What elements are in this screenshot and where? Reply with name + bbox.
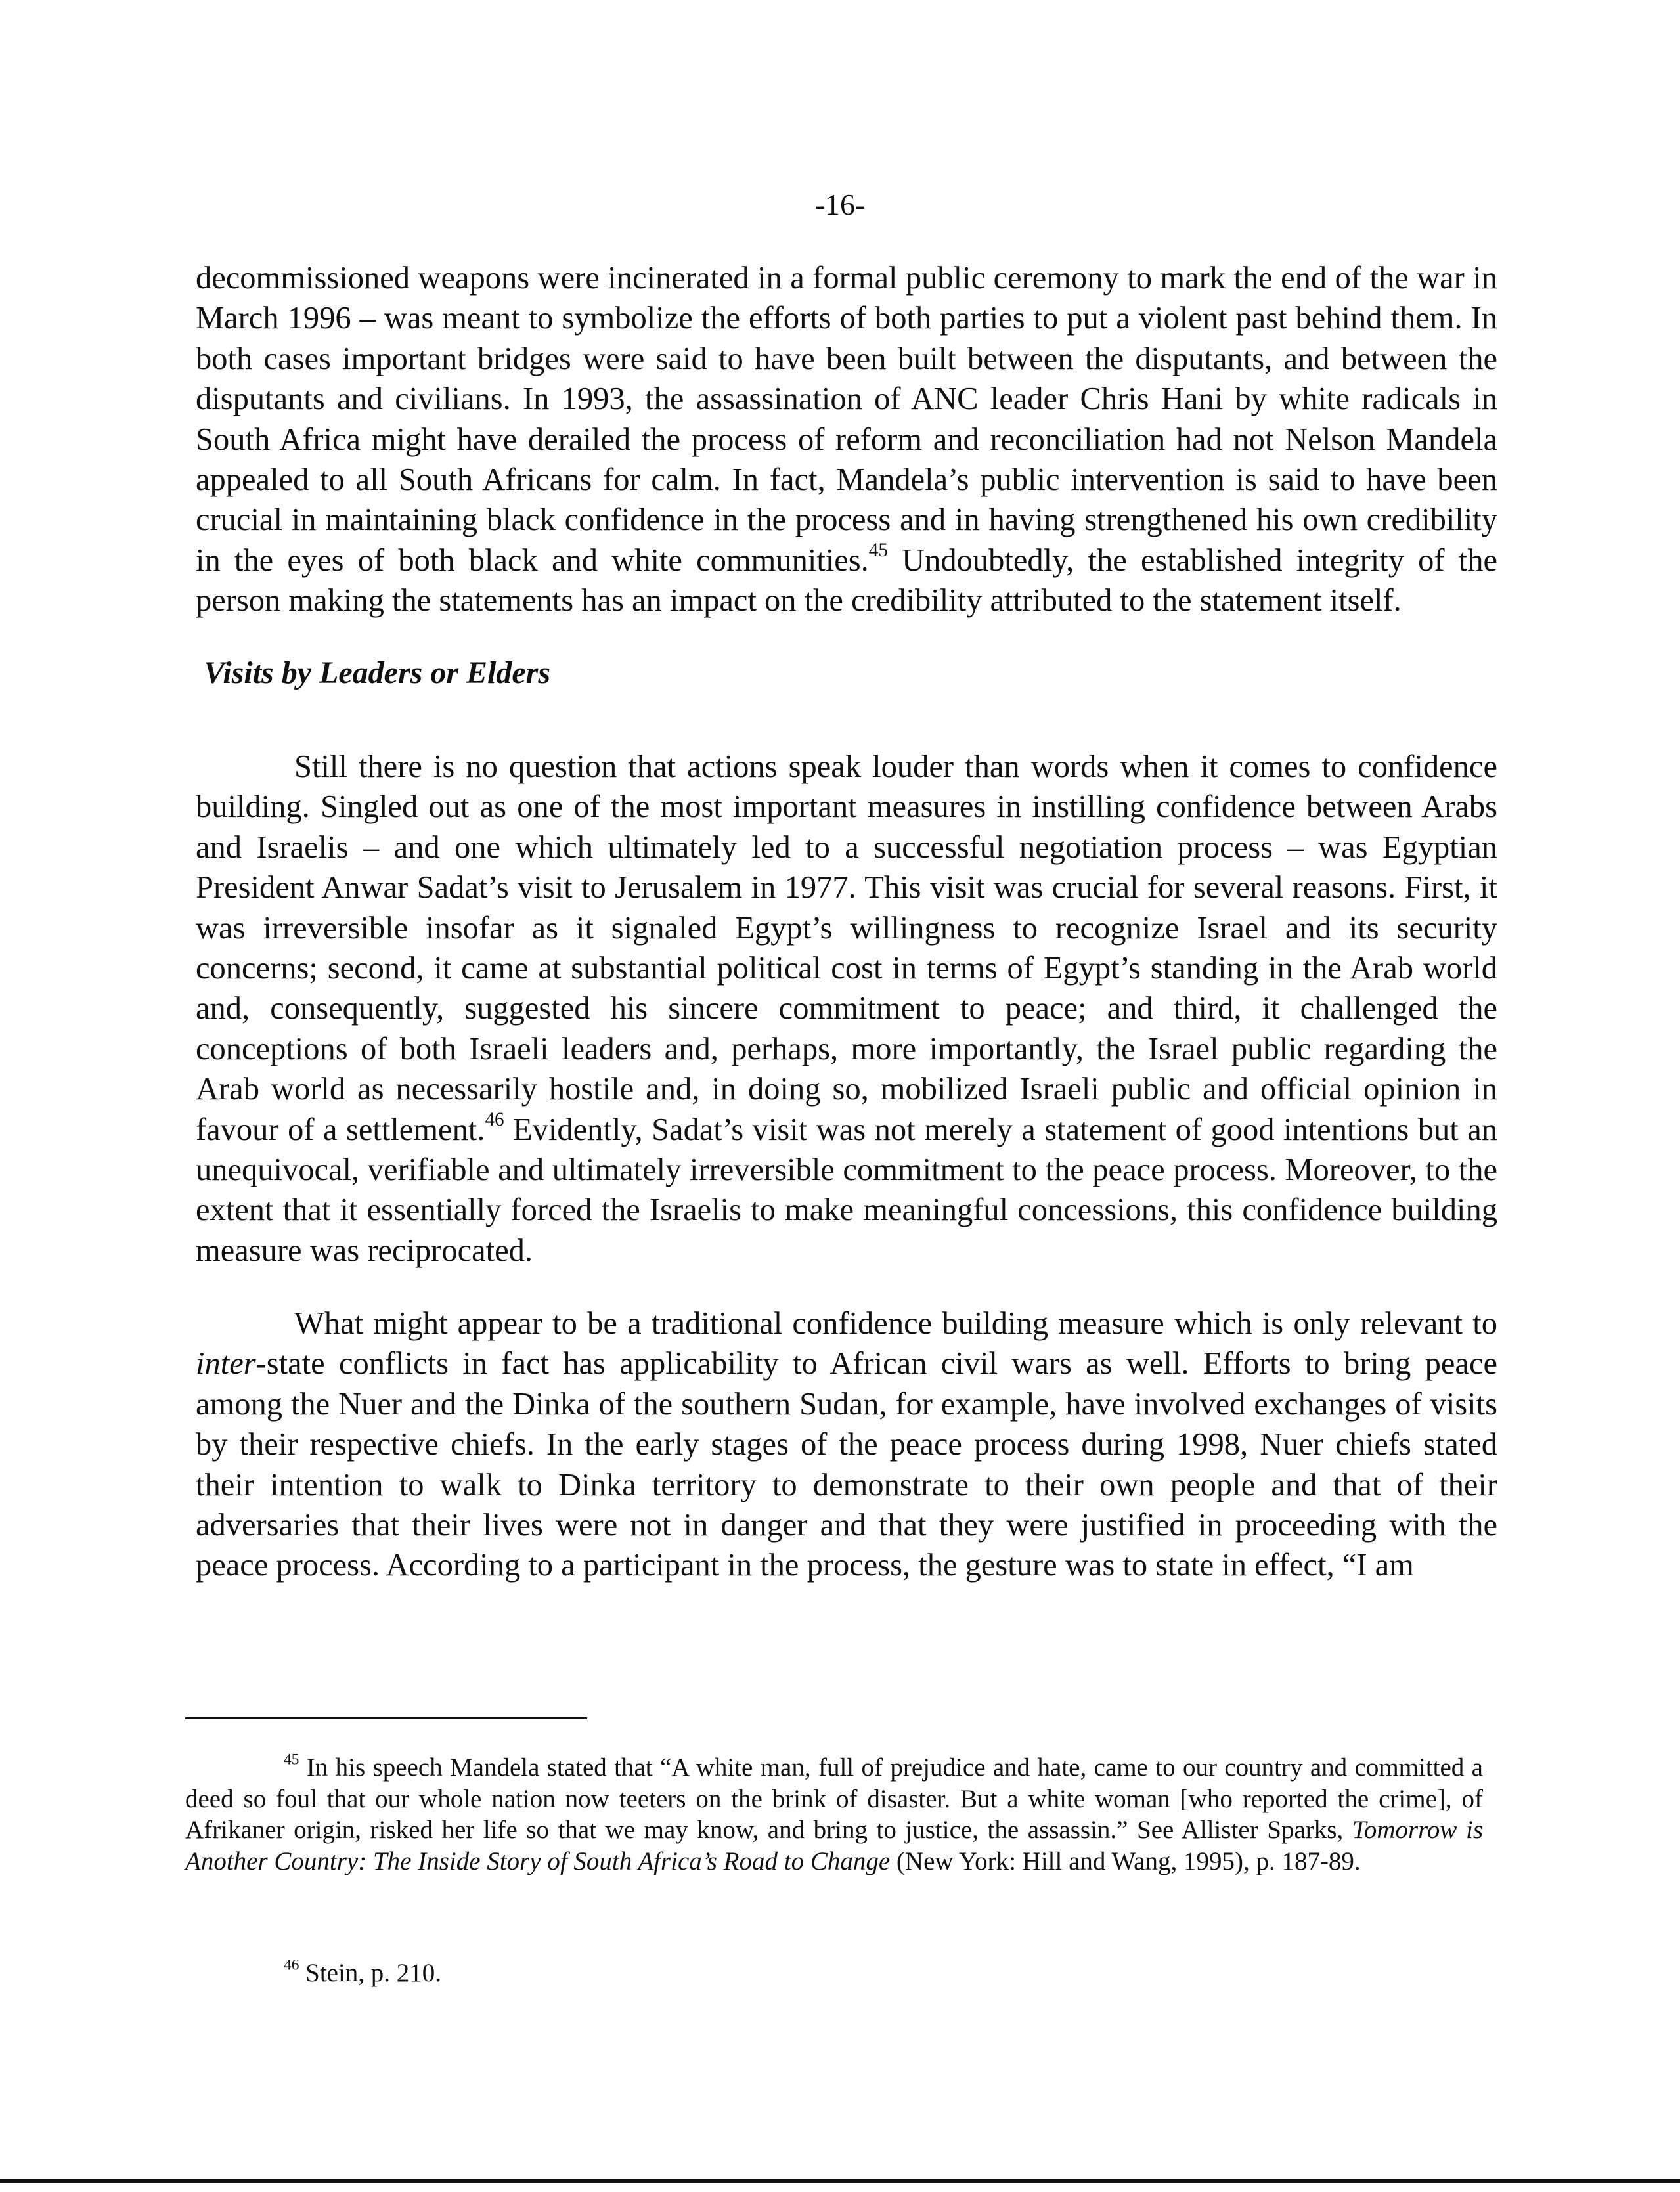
body-paragraph-1 [196,258,1497,621]
footnote-46 [185,1958,1483,1989]
footnote-45 [185,1752,1483,1877]
body-paragraph-2 [196,747,1497,1271]
paragraph-text: Still there is no question that actions speak louder than words when it comes to confidence building. Singled out as one of the most important measures in instilling confidence between Arabs and Israelis – and one which ultimately led to a successful negotiation process – was Egyptian President Anwar Sadat’s visit to Jerusalem in 1977. This visit was crucial for several reasons. First, it was irreversible insofar as it signaled Egypt’s willingness to recognize Israel and its security concerns; second, it came at substantial political cost in terms of Egypt’s standing in the Arab world and, consequently, suggested his sincere commitment to peace; and third, it challenged the conceptions of both Israeli leaders and, perhaps, more importantly, the Israel public regarding the Arab world as necessarily hostile and, in doing so, mobilized Israeli public and official opinion in favour of a settlement. [196,749,1497,1147]
paragraph-text: What might appear to be a traditional confidence building measure which is only relevant to [294,1306,1497,1341]
emphasized-term: inter [196,1346,256,1382]
paragraph-text: -state conflicts in fact has applicability to African civil wars as well. Efforts to bring peace among the Nuer and the Dinka of the southern Sudan, for example, have involved exchanges of visits by their respective chiefs. In the early stages of the peace process during 1998, Nuer chiefs stated their intention to walk to Dinka territory to demonstrate to their own people and that of their adversaries that their lives were not in danger and that they were justified in proceeding with the peace process. According to a participant in the process, the gesture was to state in effect, “I am [196,1346,1497,1583]
footnote-separator [185,1717,587,1719]
page-number: -16- [814,188,866,221]
paragraph-text: Evidently, Sadat’s visit was not merely a statement of good intentions but an unequivocal, verifiable and ultimately irreversible commitment to the peace process. Moreover, to the extent that it essentially forced the Israelis to make meaningful concessions, this confidence building measure was reciprocated. [196,1112,1497,1268]
footnote-reference-45: 45 [868,540,888,561]
paragraph-text: decommissioned weapons were incinerated in a formal public ceremony to mark the end of the war in March 1996 – was meant to symbolize the efforts of both parties to put a violent past behind them. In both cases important bridges were said to have been built between the disputants, and between the disputants and civilians. In 1993, the assassination of ANC leader Chris Hani by white radicals in South Africa might have derailed the process of reform and reconciliation had not Nelson Mandela appealed to all South Africans for calm. In fact, Mandela’s public intervention is said to have been crucial in maintaining black confidence in the process and in having strengthened his own credibility in the eyes of both black and white communities. [196,261,1497,578]
footnote-text: (New York: Hill and Wang, 1995), p. 187-89. [890,1847,1361,1875]
body-paragraph-3 [196,1304,1497,1586]
section-heading: Visits by Leaders or Elders [204,655,551,690]
footnote-marker: 45 [284,1751,299,1768]
paragraph-text: Undoubtedly, the established integrity of the person making the statements has an impact on the credibility attributed to the statement itself. [196,542,1497,619]
footnote-text: In his speech Mandela stated that “A white man, full of prejudice and hate, came to our country and committed a deed so foul that our whole nation now teeters on the brink of disaster. But a white woman [who reported the crime], of Afrikaner origin, risked her life so that we may know, and bring to justice, the assassin.” See Allister Sparks, [185,1753,1483,1844]
footnote-text: Stein, p. 210. [299,1959,442,1987]
footnote-marker: 46 [284,1956,299,1974]
scan-bottom-edge [0,2179,1680,2183]
book-title: Tomorrow is Another Country: The Inside Story of South Africa’s Road to Change [185,1816,1483,1875]
footnote-reference-46: 46 [485,1108,504,1130]
